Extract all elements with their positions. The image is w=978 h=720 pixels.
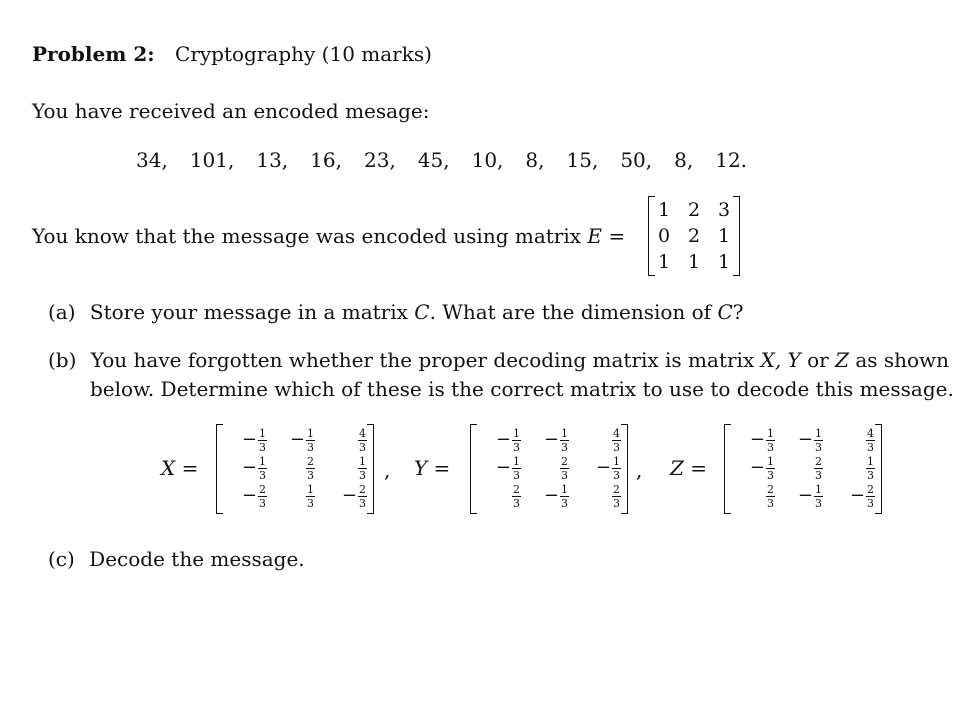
matrix-z-cell: − $\frac{1}{3}$ xyxy=(797,426,822,454)
part-b-line-1 xyxy=(48,348,949,372)
part-a-text-2: . What are the dimension of xyxy=(429,300,712,324)
matrix-e-cell: 0 xyxy=(657,225,671,247)
part-a xyxy=(48,300,744,324)
matrix-e xyxy=(648,196,740,276)
matrix-e-cell: 1 xyxy=(717,225,731,247)
part-a-var-2: C xyxy=(717,300,733,324)
matrix-x-cell: − $\frac{1}{3}$ xyxy=(289,426,314,454)
message-value: 15, xyxy=(566,148,599,172)
matrix-separator: , xyxy=(384,458,391,482)
part-b-or: or xyxy=(807,348,829,372)
part-a-label: (a) xyxy=(48,300,76,324)
part-b-label: (b) xyxy=(48,348,77,372)
matrix-e-cell: 3 xyxy=(717,199,731,221)
matrix-e-cell: 2 xyxy=(687,199,701,221)
part-b-line-2: below. Determine which of these is the correct matrix to use to decode this message. xyxy=(90,377,954,401)
part-c-label: (c) xyxy=(48,547,75,571)
message-value: 8, xyxy=(674,148,694,172)
problem-label: Problem 2: xyxy=(32,42,155,66)
matrix-x-cell: $\frac{1}{3}$ xyxy=(359,454,366,482)
matrix-y-cell: $\frac{2}{3}$ xyxy=(613,482,620,510)
matrix-y-cell: − $\frac{1}{3}$ xyxy=(543,426,568,454)
matrix-z-cell: $\frac{2}{3}$ xyxy=(815,454,822,482)
part-a-text-1: Store your message in a matrix xyxy=(89,300,408,324)
matrix-separator: , xyxy=(636,458,643,482)
part-b-line-1-text: You have forgotten whether the proper decoding matrix is matrix xyxy=(90,348,755,372)
part-a-var: C xyxy=(414,300,430,324)
matrix-z-cell: − $\frac{1}{3}$ xyxy=(797,482,822,510)
message-value: 13, xyxy=(256,148,289,172)
matrix-x-cell: − $\frac{2}{3}$ xyxy=(341,482,366,510)
matrix-y-cell: − $\frac{1}{3}$ xyxy=(495,454,520,482)
part-a-text-3: ? xyxy=(732,300,744,324)
matrix-z-cell: − $\frac{1}{3}$ xyxy=(749,454,774,482)
encoded-message xyxy=(136,148,747,172)
matrix-y-cell: − $\frac{1}{3}$ xyxy=(495,426,520,454)
matrix-x-cell: − $\frac{1}{3}$ xyxy=(241,454,266,482)
matrix-e-cell: 2 xyxy=(687,225,701,247)
matrix-y xyxy=(470,424,628,514)
message-value: 45, xyxy=(417,148,450,172)
matrix-e-cell: 1 xyxy=(717,251,731,273)
message-value: 8, xyxy=(525,148,545,172)
part-b-line-1-end: as shown xyxy=(855,348,950,372)
encoding-var: E xyxy=(587,224,602,248)
message-value: 101, xyxy=(189,148,235,172)
intro-text: You have received an encoded mesage: xyxy=(32,99,430,123)
matrix-x-cell: $\frac{1}{3}$ xyxy=(307,482,314,510)
matrix-x-cell: $\frac{4}{3}$ xyxy=(359,426,366,454)
message-value: 12. xyxy=(715,148,748,172)
problem-title: Cryptography (10 marks) xyxy=(175,42,432,66)
encoding-eq: = xyxy=(608,224,626,248)
encoding-text: You know that the message was encoded using matrix xyxy=(32,224,582,248)
decoder-label-x: X = xyxy=(161,456,199,480)
matrix-y-cell: $\frac{4}{3}$ xyxy=(613,426,620,454)
matrix-z-cell: − $\frac{1}{3}$ xyxy=(749,426,774,454)
part-c-text: Decode the message. xyxy=(89,547,305,571)
matrix-e-cell: 1 xyxy=(657,251,671,273)
matrix-x xyxy=(216,424,374,514)
part-b-vars: X, Y xyxy=(760,348,801,372)
matrix-x-cell: $\frac{2}{3}$ xyxy=(307,454,314,482)
matrix-x-cell: − $\frac{2}{3}$ xyxy=(241,482,266,510)
message-value: 10, xyxy=(471,148,504,172)
matrix-z-cell: $\frac{2}{3}$ xyxy=(767,482,774,510)
matrix-y-cell: − $\frac{1}{3}$ xyxy=(543,482,568,510)
message-value: 23, xyxy=(363,148,396,172)
part-c xyxy=(48,547,305,571)
message-value: 34, xyxy=(136,148,168,172)
decoder-label-y: Y = xyxy=(414,456,451,480)
matrix-e-cell: 1 xyxy=(687,251,701,273)
part-b-var-z: Z xyxy=(835,348,849,372)
encoding-line xyxy=(32,224,625,248)
matrix-x-cell: − $\frac{1}{3}$ xyxy=(241,426,266,454)
problem-heading xyxy=(32,42,432,66)
message-value: 16, xyxy=(310,148,342,172)
matrix-y-cell: $\frac{2}{3}$ xyxy=(513,482,520,510)
decoder-label-z: Z = xyxy=(670,456,708,480)
matrix-y-cell: $\frac{2}{3}$ xyxy=(561,454,568,482)
matrix-z-cell: − $\frac{2}{3}$ xyxy=(849,482,874,510)
matrix-z-cell: $\frac{4}{3}$ xyxy=(867,426,874,454)
message-value: 50, xyxy=(620,148,653,172)
matrix-e-cell: 1 xyxy=(657,199,671,221)
matrix-z-cell: $\frac{1}{3}$ xyxy=(867,454,874,482)
matrix-y-cell: − $\frac{1}{3}$ xyxy=(595,454,620,482)
matrix-z xyxy=(724,424,882,514)
